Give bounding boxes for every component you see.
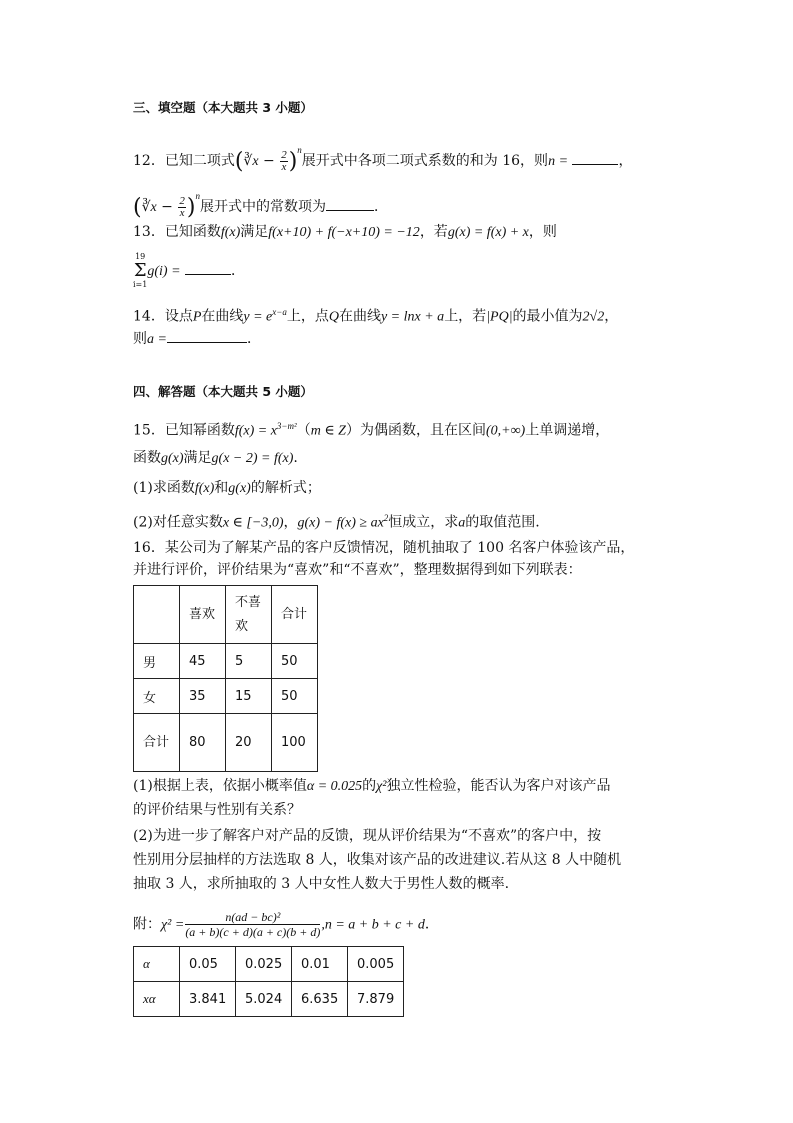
q16-line2: 并进行评价，评价结果为“喜欢”和“不喜欢”，整理数据得到如下列联表： — [133, 562, 582, 578]
q12-text3: 展开式中的常数项为 — [199, 199, 326, 215]
q15-line1: 15．已知幂函数$f(x) = x^{3-m^2}(m$ ∈ Z）为偶函数，且在区间(0,+∞)上单调递增， — [133, 421, 610, 439]
q12-blank1[interactable] — [572, 150, 618, 165]
q12-text1: 已知二项式 — [164, 153, 235, 169]
contingency-table — [133, 585, 318, 772]
q16-part2-line2: 性别用分层抽样的方法选取 8 人，收集对该产品的改进建议.若从这 8 人中随机 — [133, 852, 622, 868]
table-row: 合计 80 20 100 — [134, 714, 318, 772]
q14-line2: 则a = ． — [133, 328, 261, 350]
section4-title: 四、解答题（本大题共 5 小题） — [133, 384, 313, 399]
q16-part1-line2: 的评价结果与性别有关系？ — [133, 802, 301, 818]
q12-text2: 展开式中各项二项式系数的和为 16，则 — [301, 153, 549, 169]
q12-root: ∛x — [243, 154, 259, 169]
q14-blank[interactable] — [167, 328, 247, 343]
table-row: 女 35 15 50 — [134, 679, 318, 714]
summation: 19 Σ i=1 — [133, 252, 148, 289]
q16-part2-line1: (2)为进一步了解客户对产品的反馈，现从评价结果为“不喜欢”的客户中，按 — [133, 828, 602, 844]
critical-value-table — [133, 946, 404, 1017]
q12-line2: (∛x − $\frac{2}{x}$ )$^n$展开式中的常数项为 ． — [133, 191, 388, 220]
q15-part1: (1)求函数f(x)和g(x)的解析式； — [133, 480, 321, 496]
table-row: 喜欢 不喜欢 合计 — [134, 586, 318, 644]
q16-part1-line1: (1)根据上表，依据小概率值α = 0.025的χ²独立性检验，能否认为客户对该产品 — [133, 778, 611, 794]
q13-line1: 13．已知函数f(x)满足f(x+10) + f(−x+10) = −12，若g(x) = f(x) + x，则 — [133, 224, 557, 240]
q12-blank2[interactable] — [326, 196, 374, 211]
q16-line1: 16．某公司为了解某产品的客户反馈情况，随机抽取了 100 名客户体验该产品， — [133, 540, 635, 556]
q16-part2-line3: 抽取 3 人，求所抽取的 3 人中女性人数大于男性人数的概率. — [133, 876, 510, 892]
q13-blank[interactable] — [185, 260, 231, 275]
section3-title: 三、填空题（本大题共 3 小题） — [133, 100, 313, 115]
q15-part2: (2)对任意实数x ∈ [−3,0)，$g(x) - f(x) \ge ax^2$恒成立，求a的取值范围. — [133, 513, 540, 531]
q13-line2: 19 Σ i=1 g(i) = ． — [133, 252, 245, 289]
q12-fraction: $\frac{2}{x}$ — [281, 148, 287, 173]
q12-line1: 12．已知二项式(∛x − $\frac{2}{x}$ )$^n$展开式中各项二项式系数的和为 16，则n = ， — [133, 145, 633, 174]
q12-number: 12． — [133, 153, 165, 169]
q14-line1: 14．设点P在曲线$y = e^{x-a}$上，点Q在曲线y = lnx + a上，若|PQ|的最小值为2√2， — [133, 307, 619, 325]
table-row: α 0.05 0.025 0.01 0.005 — [134, 947, 404, 982]
chi-formula: 附：χ² = $\frac{\text{n(ad − bc)²}}{(a + b)(c + d)(a + c)(b + d)}$ ,n = a + b + c + d． — [133, 910, 439, 939]
q15-line2: 函数g(x)满足g(x − 2) = f(x). — [133, 450, 298, 466]
q13-equation: f(x+10) + f(−x+10) = −12 — [268, 225, 420, 240]
table-row: 男 45 5 50 — [134, 644, 318, 679]
table-row: xα 3.841 5.024 6.635 7.879 — [134, 982, 404, 1017]
